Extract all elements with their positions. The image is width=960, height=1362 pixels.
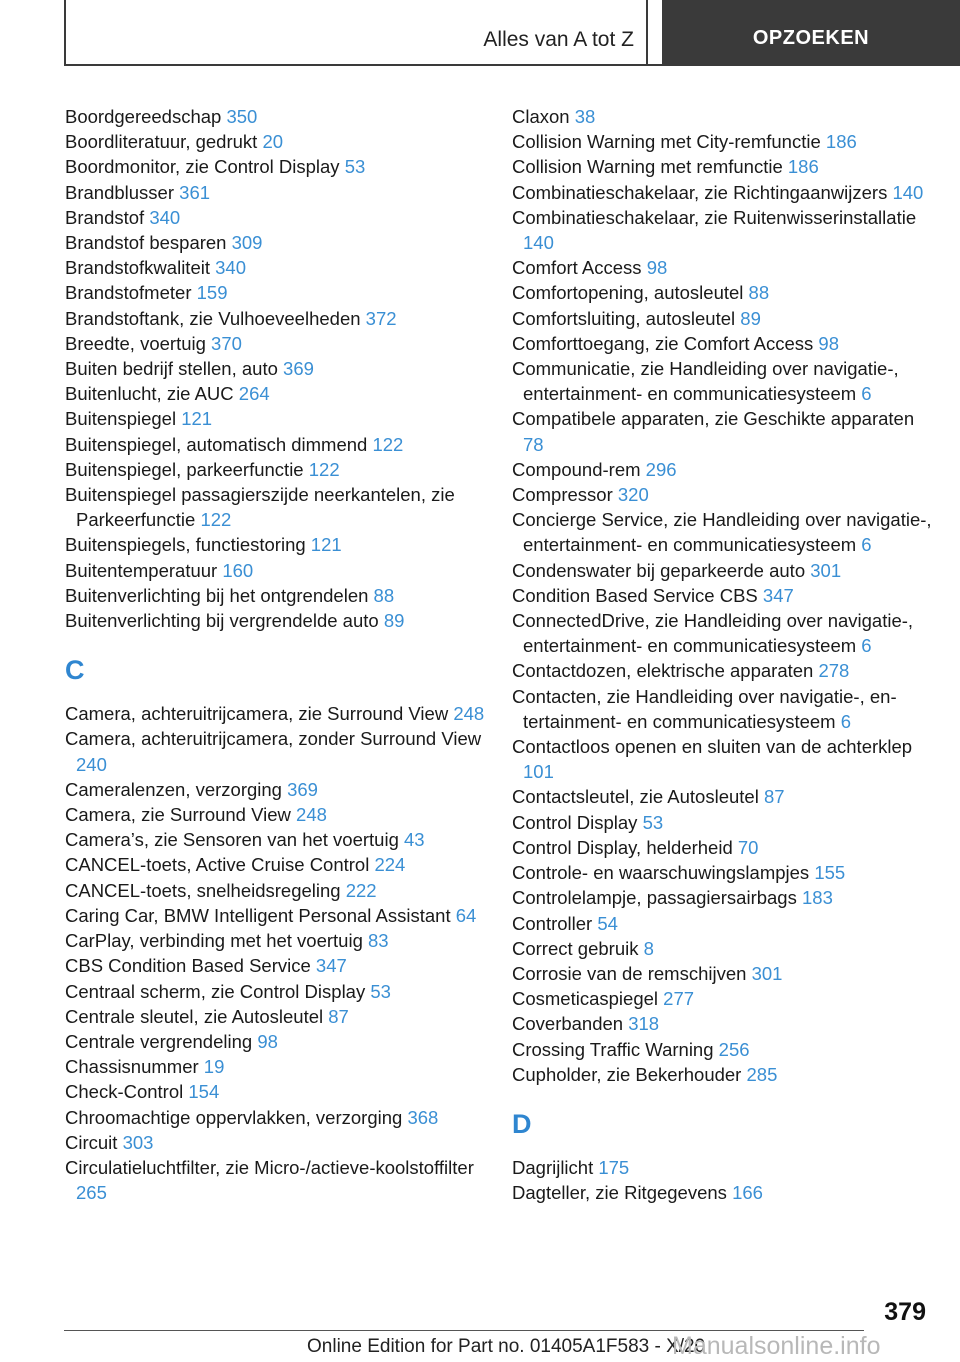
index-entry xyxy=(65,608,485,633)
index-entry xyxy=(65,532,485,557)
index-entry-term: Check-Control xyxy=(65,1081,184,1103)
page-link[interactable]: 87 xyxy=(328,1005,349,1027)
index-entry-term: Coverbanden xyxy=(512,1013,624,1035)
page-link[interactable]: 159 xyxy=(196,282,228,304)
index-entry-term: Dagteller, zie Ritgegevens xyxy=(512,1182,727,1204)
page-link[interactable]: 166 xyxy=(732,1182,763,1204)
page-link[interactable]: 368 xyxy=(407,1106,439,1128)
index-entry xyxy=(512,1062,932,1087)
index-entry xyxy=(65,1054,485,1079)
index-entry xyxy=(65,180,485,205)
page-link[interactable]: 53 xyxy=(642,811,664,833)
page-link[interactable]: 6 xyxy=(861,534,872,556)
page-number: 379 xyxy=(884,1298,926,1326)
index-entry-term: Centraal scherm, zie Control Display xyxy=(65,980,366,1002)
page-link[interactable]: 347 xyxy=(762,584,794,606)
index-entry xyxy=(512,986,932,1011)
index-entry-term: Camera, achteruitrijcamera, zonder Surround View xyxy=(65,728,482,750)
index-entry-term: Communicatie, zie Handleiding over navigatie-, entertainment- en communicatiesysteem xyxy=(512,358,899,405)
index-entry-term: Cupholder, zie Bekerhouder xyxy=(512,1063,742,1085)
index-entry-term: Buitenspiegels, functiestoring xyxy=(65,534,306,556)
page-link[interactable]: 89 xyxy=(383,610,405,632)
index-entry xyxy=(65,558,485,583)
page-link[interactable]: 369 xyxy=(283,358,314,380)
index-entry xyxy=(512,936,932,961)
index-entry-term: Centrale sleutel, zie Autosleutel xyxy=(65,1005,324,1027)
page-link[interactable]: 20 xyxy=(262,131,284,153)
index-entry xyxy=(65,1029,485,1054)
index-entry-term: Condition Based Service CBS xyxy=(512,584,758,606)
index-entry-term: Contactdozen, elektrische apparaten xyxy=(512,660,814,682)
index-entry xyxy=(65,255,485,280)
index-entry-term: Cameralenzen, verzorging xyxy=(65,778,282,800)
index-entry-term: Compound-rem xyxy=(512,458,641,480)
index-entry-term: Crossing Traffic Warning xyxy=(512,1038,714,1060)
index-entry-term: Concierge Service, zie Handleiding over navigatie-, entertainment- en communicatiesysteem xyxy=(512,509,932,556)
page-link[interactable]: 301 xyxy=(751,962,783,984)
page-link[interactable]: 6 xyxy=(840,710,852,732)
index-entry xyxy=(512,1180,932,1205)
page-link[interactable]: 88 xyxy=(748,282,770,304)
index-entry-term: Camera, zie Surround View xyxy=(65,804,291,826)
page-link[interactable]: 222 xyxy=(345,879,377,901)
index-entry-term: Buitenlucht, zie AUC xyxy=(65,383,234,405)
index-entry xyxy=(512,129,932,154)
index-entry xyxy=(512,583,932,608)
index-entry xyxy=(65,280,485,305)
index-entry xyxy=(65,979,485,1004)
index-entry-term: Compressor xyxy=(512,484,613,506)
index-entry xyxy=(512,1155,932,1180)
index-entry xyxy=(512,608,932,658)
page-link[interactable]: 87 xyxy=(763,786,785,808)
footer-edition: Online Edition for Part no. 01405A1F583 - X/20 xyxy=(307,1336,706,1357)
index-entry xyxy=(65,457,485,482)
index-entry-term: Camera, achteruitrijcamera, zie Surround View xyxy=(65,703,449,725)
page-link[interactable]: 98 xyxy=(257,1030,278,1052)
index-entry-term: ConnectedDrive, zie Handleiding over navigatie-, entertainment- en communicatiesysteem xyxy=(512,610,914,657)
index-entry-term: Chassisnummer xyxy=(65,1056,199,1078)
page-link[interactable]: 122 xyxy=(200,509,232,531)
index-entry xyxy=(65,903,485,928)
footer-rule xyxy=(64,1330,864,1331)
page-link[interactable]: 350 xyxy=(226,106,258,127)
page-link[interactable]: 6 xyxy=(861,635,872,657)
index-entry-term: Circuit xyxy=(65,1131,118,1153)
page-link[interactable]: 309 xyxy=(231,232,263,254)
index-entry-term: CANCEL-toets, Active Cruise Control xyxy=(65,854,370,876)
index-entry xyxy=(512,280,932,305)
index-entry-term: Brandstoftank, zie Vulhoeveelheden xyxy=(65,307,361,329)
index-column-right xyxy=(512,104,932,1205)
index-entry-term: Buitentemperatuur xyxy=(65,559,218,581)
index-entry xyxy=(512,104,932,129)
page-link[interactable]: 8 xyxy=(643,937,654,959)
index-entry xyxy=(512,482,932,507)
index-entry xyxy=(65,928,485,953)
index-entry xyxy=(65,230,485,255)
page-link[interactable]: 175 xyxy=(598,1156,630,1178)
page-link[interactable]: 70 xyxy=(737,836,759,858)
page-link[interactable]: 6 xyxy=(861,383,872,405)
index-entry-term: CANCEL-toets, snelheidsregeling xyxy=(65,879,341,901)
section-letter: D xyxy=(512,1108,532,1139)
index-entry-term: Brandblusser xyxy=(65,181,175,203)
index-entry-term: Corrosie van de remschijven xyxy=(512,962,747,984)
page-link[interactable]: 122 xyxy=(372,433,404,455)
index-entry-term: Controle- en waarschuwingslampjes xyxy=(512,862,810,884)
index-entry xyxy=(65,154,485,179)
index-entry xyxy=(512,180,932,205)
index-entry-term: Control Display xyxy=(512,811,638,833)
index-entry xyxy=(512,911,932,936)
page-link[interactable]: 88 xyxy=(373,584,395,606)
index-entry-term: Chroomachtige oppervlakken, verzorging xyxy=(65,1106,403,1128)
page-link[interactable]: 98 xyxy=(646,257,668,279)
index-entry xyxy=(512,1011,932,1036)
index-entry-term: Comforttoegang, zie Comfort Access xyxy=(512,332,814,354)
index-entry xyxy=(65,852,485,877)
index-entry-term: CarPlay, verbinding met het voertuig xyxy=(65,930,363,952)
section-letter: C xyxy=(65,655,85,686)
page-link[interactable]: 160 xyxy=(222,559,254,581)
page-link[interactable]: 347 xyxy=(315,955,347,977)
index-entry-term: Control Display, helderheid xyxy=(512,836,733,858)
index-entry-term: Buitenspiegel xyxy=(65,408,177,430)
index-entry-term: Claxon xyxy=(512,106,570,127)
index-entry-term: Contacten, zie Handleiding over navigatie-, entertainment- en communicatiesysteem xyxy=(512,685,897,732)
page-link[interactable]: 140 xyxy=(523,232,554,254)
index-entry-term: Brandstofmeter xyxy=(65,282,192,304)
index-entry xyxy=(512,356,932,406)
page-link[interactable]: 53 xyxy=(370,980,391,1002)
index-entry xyxy=(512,205,932,255)
index-entry-term: Boordliteratuur, gedrukt xyxy=(65,131,258,153)
page-link[interactable]: 256 xyxy=(718,1038,750,1060)
index-column-left xyxy=(65,104,485,1205)
index-entry-term: Buiten bedrijf stellen, auto xyxy=(65,358,278,380)
index-entry xyxy=(512,885,932,910)
index-entry-term: Comfort Access xyxy=(512,257,642,279)
index-entry-term: Brandstof besparen xyxy=(65,232,227,254)
page-link[interactable]: 264 xyxy=(238,383,270,405)
index-entry xyxy=(65,827,485,852)
index-entry-term: Contactloos openen en sluiten van de achterklep xyxy=(512,736,913,758)
index-entry-term: Condenswater bij geparkeerde auto xyxy=(512,559,806,581)
header-section-box xyxy=(64,0,648,64)
index-entry xyxy=(512,1037,932,1062)
index-entry-term: Contactsleutel, zie Autosleutel xyxy=(512,786,759,808)
page-link[interactable]: 318 xyxy=(628,1013,660,1035)
page-link[interactable]: 277 xyxy=(663,988,695,1010)
index-entry-term: Buitenspiegel, automatisch dimmend xyxy=(65,433,368,455)
page-link[interactable]: 320 xyxy=(617,484,649,506)
index-entry-term: Dagrijlicht xyxy=(512,1156,594,1178)
index-entry-term: Buitenspiegel passagierszijde neerkantelen, zie Parkeerfunctie xyxy=(65,484,455,531)
index-entry-term: Combinatieschakelaar, zie Ruitenwisserinstallatie xyxy=(512,206,917,228)
index-entry xyxy=(65,306,485,331)
index-entry-term: Controlelampje, passagiersairbags xyxy=(512,887,797,909)
page-link[interactable]: 89 xyxy=(740,307,761,329)
page-link[interactable]: 53 xyxy=(344,156,366,178)
index-entry-term: Correct gebruik xyxy=(512,937,639,959)
index-entry-term: CBS Condition Based Service xyxy=(65,955,311,977)
page-link[interactable]: 370 xyxy=(211,332,242,354)
index-entry-term: Camera’s, zie Sensoren van het voertuig xyxy=(65,829,399,851)
index-entry xyxy=(512,784,932,809)
header-tab-opzoeken[interactable]: OPZOEKEN xyxy=(662,0,960,66)
page-link[interactable]: 38 xyxy=(574,106,596,127)
index-entry xyxy=(65,953,485,978)
index-entry xyxy=(65,1105,485,1130)
index-entry-term: Combinatieschakelaar, zie Richtingaanwijzers xyxy=(512,181,888,203)
page-link[interactable]: 296 xyxy=(645,458,677,480)
index-entry xyxy=(512,406,932,456)
page-link[interactable]: 140 xyxy=(892,181,924,203)
index-entry-term: Controller xyxy=(512,912,593,934)
index-entry xyxy=(65,406,485,431)
page-link[interactable]: 122 xyxy=(308,458,340,480)
index-entry-term: Comfortopening, autosleutel xyxy=(512,282,744,304)
page-link[interactable]: 372 xyxy=(365,307,397,329)
page-link[interactable]: 240 xyxy=(76,753,107,775)
index-entry xyxy=(512,306,932,331)
index-entry xyxy=(65,1130,485,1155)
index-entry-term: Buitenspiegel, parkeerfunctie xyxy=(65,458,304,480)
page-link[interactable]: 224 xyxy=(374,854,406,876)
index-entry xyxy=(512,507,932,557)
index-entry xyxy=(65,1079,485,1104)
page-link[interactable]: 98 xyxy=(818,332,839,354)
page-link[interactable]: 248 xyxy=(296,804,327,826)
page-link[interactable]: 54 xyxy=(597,912,618,934)
page-link[interactable]: 248 xyxy=(453,703,485,725)
index-entry xyxy=(512,810,932,835)
index-entry xyxy=(65,802,485,827)
page-link[interactable]: 83 xyxy=(368,930,389,952)
index-entry xyxy=(512,835,932,860)
page-link[interactable]: 340 xyxy=(149,206,181,228)
index-entry-term: Cosmeticaspiegel xyxy=(512,988,659,1010)
page-link[interactable]: 64 xyxy=(455,904,477,926)
index-entry xyxy=(65,205,485,230)
index-entry xyxy=(65,104,485,129)
index-entry xyxy=(65,331,485,356)
page-link[interactable]: 19 xyxy=(203,1056,225,1078)
index-entry-term: Circulatieluchtfilter, zie Micro-/actieve-koolstoffilter xyxy=(65,1156,474,1178)
index-entry-term: Brandstofkwaliteit xyxy=(65,257,210,279)
page-link[interactable]: 154 xyxy=(188,1081,220,1103)
index-entry-term: Boordmonitor, zie Control Display xyxy=(65,156,340,178)
index-entry-term: Collision Warning met City-remfunctie xyxy=(512,131,821,153)
index-entry xyxy=(65,432,485,457)
index-entry-term: Compatibele apparaten, zie Geschikte apparaten xyxy=(512,408,915,430)
index-entry xyxy=(512,860,932,885)
header-section-title: Alles van A tot Z xyxy=(483,28,634,51)
index-entry xyxy=(65,1155,485,1205)
index-entry-term: Brandstof xyxy=(65,206,145,228)
page-link[interactable]: 121 xyxy=(181,408,213,430)
index-entry xyxy=(65,356,485,381)
index-entry xyxy=(512,558,932,583)
page-link[interactable]: 43 xyxy=(404,829,425,851)
index-entry xyxy=(512,684,932,734)
index-entry xyxy=(65,381,485,406)
page-link[interactable]: 303 xyxy=(122,1131,154,1153)
index-entry xyxy=(65,583,485,608)
index-entry xyxy=(65,726,485,776)
index-entry xyxy=(512,331,932,356)
page-link[interactable]: 361 xyxy=(179,181,211,203)
index-entry-term: Comfortsluiting, autosleutel xyxy=(512,307,736,329)
page-link[interactable]: 340 xyxy=(215,257,246,279)
page-link[interactable]: 278 xyxy=(818,660,850,682)
page-link[interactable]: 186 xyxy=(825,131,857,153)
index-entry-term: Centrale vergrendeling xyxy=(65,1030,253,1052)
index-entry xyxy=(512,255,932,280)
index-entry xyxy=(65,482,485,532)
page-link[interactable]: 121 xyxy=(310,534,342,556)
page-link[interactable]: 369 xyxy=(287,778,318,800)
page-link[interactable]: 285 xyxy=(746,1063,778,1085)
index-entry xyxy=(65,777,485,802)
index-entry xyxy=(65,129,485,154)
index-entry-term: Caring Car, BMW Intelligent Personal Assistant xyxy=(65,904,451,926)
index-entry xyxy=(512,734,932,784)
page-link[interactable]: 78 xyxy=(523,433,544,455)
page-link[interactable]: 265 xyxy=(76,1182,107,1204)
footer-watermark: Manualsonline.info xyxy=(672,1332,881,1360)
index-entry xyxy=(65,1004,485,1029)
index-entry-term: Buitenverlichting bij het ontgrendelen xyxy=(65,584,369,606)
index-entry xyxy=(512,457,932,482)
page-link[interactable]: 155 xyxy=(814,862,846,884)
index-entry xyxy=(512,154,932,179)
index-entry xyxy=(65,701,485,726)
index-entry xyxy=(512,658,932,683)
page-link[interactable]: 186 xyxy=(787,156,819,178)
page-link[interactable]: 183 xyxy=(802,887,833,909)
index-entry-term: Collision Warning met remfunctie xyxy=(512,156,783,178)
page-link[interactable]: 101 xyxy=(523,761,554,783)
index-entry-term: Breedte, voertuig xyxy=(65,332,206,354)
index-entry-term: Boordgereedschap xyxy=(65,106,222,127)
index-entry xyxy=(65,878,485,903)
page-link[interactable]: 301 xyxy=(810,559,842,581)
index-entry-term: Buitenverlichting bij vergrendelde auto xyxy=(65,610,379,632)
index-entry xyxy=(512,961,932,986)
